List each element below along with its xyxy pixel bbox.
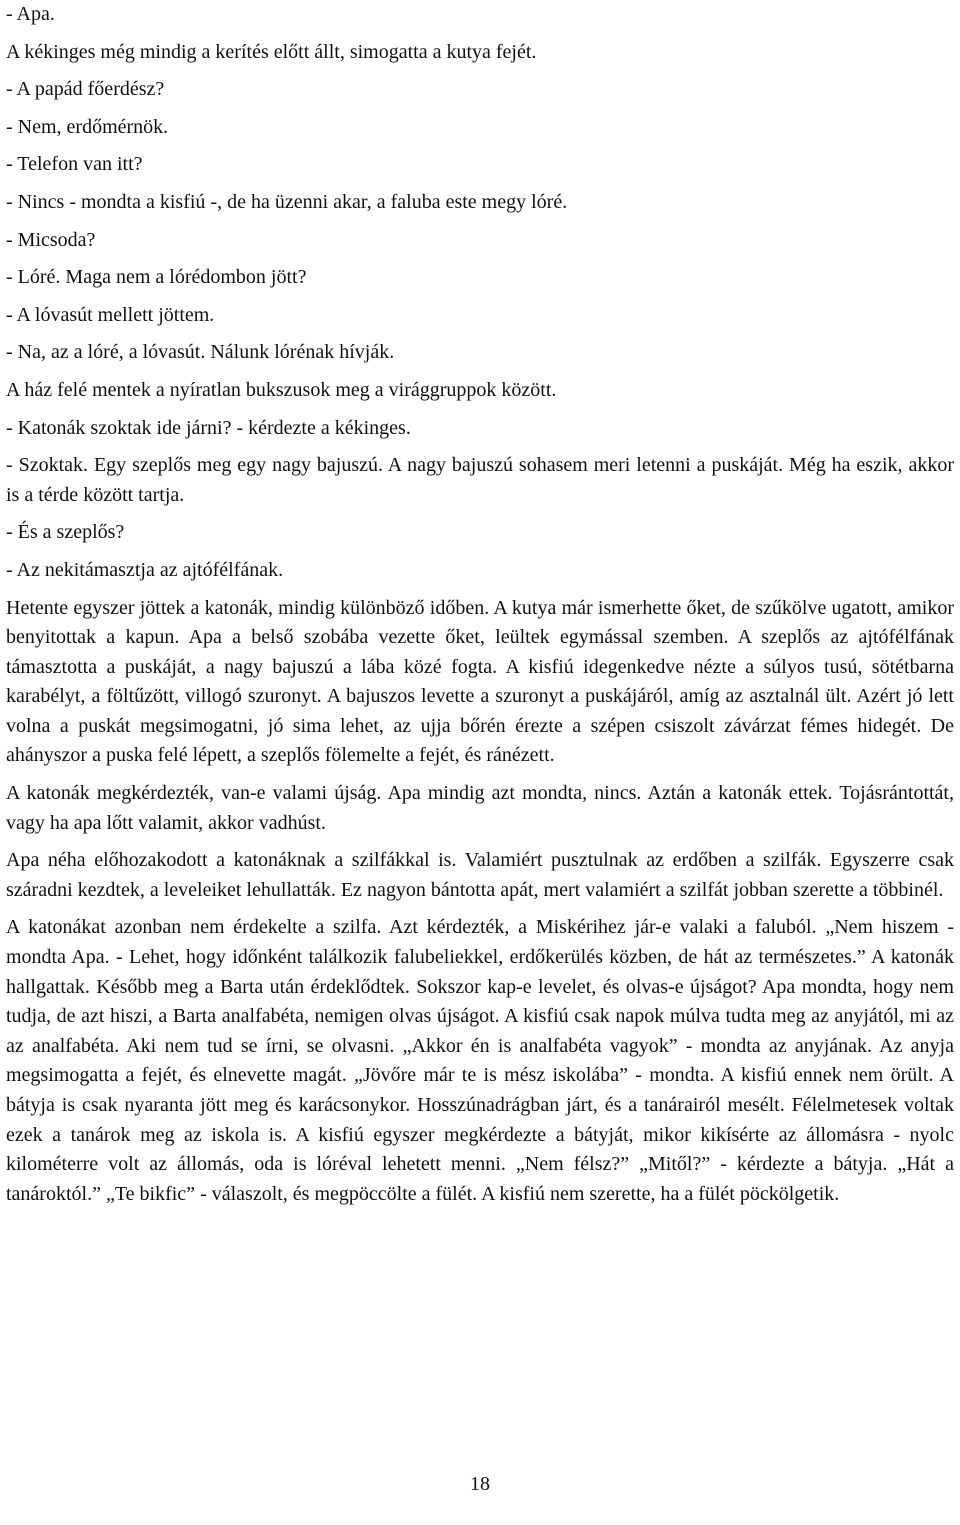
paragraph: - És a szeplős? (6, 521, 125, 544)
page-number: 18 (470, 1473, 490, 1495)
body-text (6, 0, 954, 1209)
paragraph: A ház felé mentek a nyíratlan bukszusok meg a virággruppok között. (6, 378, 557, 401)
paragraph: - Lóré. Maga nem a lórédombon jött? (6, 266, 307, 289)
paragraph: - Apa. (6, 3, 55, 25)
paragraph: Hetente egyszer jöttek a katonák, mindig különböző időben. A kutya már ismerhette őket, de szűkölve ugatott, amikor benyitottak a kapun. Apa a belső szobába vezette őket, leültek egymással szemben. A szeplős az ajtófélfának támasztotta a puskáját, a nagy bajuszú a lába közé fogta. A kisfiú idegenkedve nézte a súlyos tusú, sötétbarna karabélyt, a föltűzött, villogó szuronyt. A bajuszos levette a szuronyt a puskájáról, amíg az asztalnál ült. Azért jó lett volna a puskát megsimogatni, jó sima lehet, az ujja bőrén érezte a szépen csiszolt závárzat fémes hidegét. De ahányszor a puska felé lépett, a szeplős fölemelte a fejét, és ránézett. (6, 596, 954, 767)
paragraph: - A papád főerdész? (6, 78, 165, 101)
paragraph: - Katonák szoktak ide járni? - kérdezte a kékinges. (6, 416, 411, 439)
paragraph: - A lóvasút mellett jöttem. (6, 303, 215, 326)
paragraph: - Micsoda? (6, 228, 96, 251)
paragraph: Apa néha előhozakodott a katonáknak a szilfákkal is. Valamiért pusztulnak az erdőben a szilfák. Egyszerre csak száradni kezdtek, a leveleiket lehullatták. Ez nagyon bántotta apát, mert valamiért a szilfát jobban szerette a többinél. (6, 849, 954, 901)
paragraph: - Szoktak. Egy szeplős meg egy nagy bajuszú. A nagy bajuszú sohasem meri letenni a puskáját. Még ha eszik, akkor is a térde között tartja. (6, 454, 954, 506)
paragraph: - Na, az a lóré, a lóvasút. Nálunk lórénak hívják. (6, 341, 395, 364)
paragraph: A kékinges még mindig a kerítés előtt állt, simogatta a kutya fejét. (6, 40, 537, 63)
paragraph: A katonák megkérdezték, van-e valami újság. Apa mindig azt mondta, nincs. Aztán a katonák ettek. Tojásrántottát, vagy ha apa lőtt valamit, akkor vadhúst. (6, 782, 954, 834)
paragraph: - Nem, erdőmérnök. (6, 115, 169, 138)
paragraph: - Telefon van itt? (6, 153, 143, 176)
paragraph: - Nincs - mondta a kisfiú -, de ha üzenni akar, a faluba este megy lóré. (6, 190, 568, 213)
paragraph: A katonákat azonban nem érdekelte a szilfa. Azt kérdezték, a Miskérihez jár-e valaki a faluból. „Nem hiszem - mondta Apa. - Lehet, hogy időnként találkozik falubeliekkel, erdőkerülés közben, de hát az természetes.” A katonák hallgattak. Később meg a Barta után érdeklődtek. Sokszor kap-e levelet, és olvas-e újságot? Apa mondta, hogy nem tudja, de azt hiszi, a Barta analfabéta, nemigen olvas újságot. A kisfiú csak napok múlva tudta meg az anyjától, mi az az analfabéta. Aki nem tud se írni, se olvasni. „Akkor én is analfabéta vagyok” - mondta az anyjának. Az anyja megsimogatta a fejét, és elnevette magát. „Jövőre már te is mész iskolába” - mondta. A kisfiú ennek nem örült. A bátyja is csak nyaranta jött meg és karácsonykor. Hosszúnadrágban járt, és a tanárairól mesélt. Félelmetesek voltak ezek a tanárok meg az iskola is. A kisfiú egyszer megkérdezte a bátyját, mikor kikísérte az állomásra - nyolc kilométerre volt az állomás, oda is lóréval lehetett menni. „Nem félsz?” „Mitől?” - kérdezte a bátyja. „Hát a tanároktól.” „Te bikfic” - válaszolt, és megpöccölte a fülét. A kisfiú nem szerette, ha a fülét pöckölgetik. (6, 916, 954, 1205)
paragraph: - Az nekitámasztja az ajtófélfának. (6, 558, 284, 581)
